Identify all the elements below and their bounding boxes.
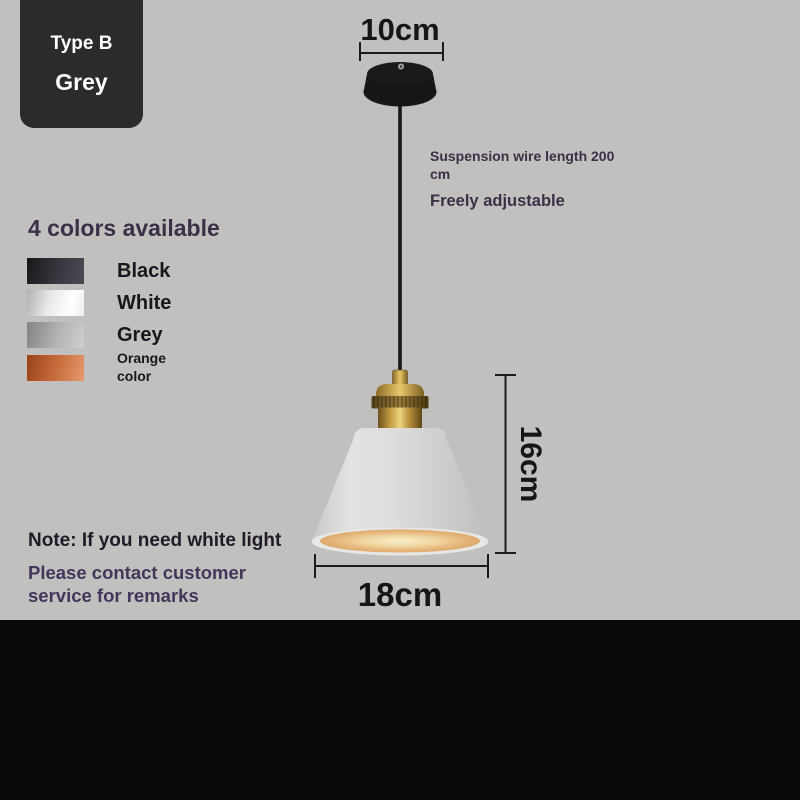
top-width-dimension-label: 10cm — [360, 12, 440, 47]
wire-length-text: Suspension wire length 200 cm — [430, 148, 615, 183]
variant-badge — [20, 0, 143, 128]
color-option-grey — [27, 322, 247, 348]
adjustable-text: Freely adjustable — [430, 192, 565, 211]
suspension-info — [430, 147, 622, 211]
badge-type-label: Type B — [50, 32, 113, 54]
black-swatch-label: Black — [117, 259, 171, 282]
suspension-wire — [398, 99, 402, 372]
lamp-shade — [312, 428, 489, 556]
badge-color-label: Grey — [55, 68, 108, 95]
warm-light-glow — [320, 530, 480, 553]
grey-swatch-label: Grey — [117, 323, 163, 346]
orange-swatch — [27, 355, 84, 381]
black-swatch — [27, 258, 84, 284]
color-option-orange — [27, 350, 247, 385]
height-dimension-label: 16cm — [514, 425, 547, 503]
colors-available-heading: 4 colors available — [28, 215, 220, 241]
orange-swatch-label: Orange color — [117, 350, 167, 384]
color-option-black — [27, 258, 247, 284]
bottom-width-dimension-label: 18cm — [357, 576, 443, 613]
spec-panel — [0, 620, 800, 800]
white-swatch — [27, 290, 84, 316]
contact-service-note: Please contact customer service for remarks — [28, 562, 246, 606]
color-option-white — [27, 290, 247, 316]
bottom-width-dimension-line — [315, 554, 489, 578]
white-light-note: Note: If you need white light — [28, 530, 282, 551]
grey-swatch — [27, 322, 84, 348]
white-swatch-label: White — [117, 291, 172, 314]
brass-socket — [372, 370, 429, 431]
